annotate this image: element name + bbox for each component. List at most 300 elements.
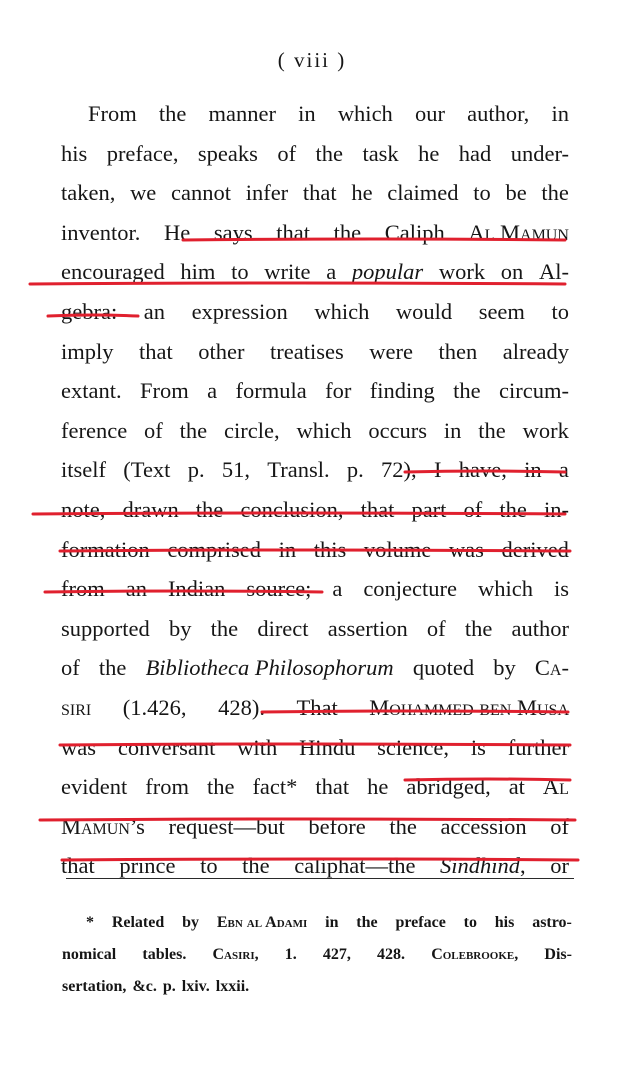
word-group <box>211 609 239 649</box>
small-caps-word: Ebn al Adami <box>216 914 308 931</box>
word: which <box>296 417 352 443</box>
word-group <box>464 490 483 530</box>
word: part <box>411 496 447 522</box>
word: 428). <box>218 694 265 720</box>
word: Al- <box>538 259 569 285</box>
word: volume <box>363 536 432 562</box>
word-group <box>363 569 457 609</box>
word-group <box>279 530 297 570</box>
text-line <box>61 648 569 688</box>
word-group <box>140 371 189 411</box>
word-group <box>61 371 122 411</box>
word: is <box>470 734 486 760</box>
word-group <box>465 609 493 649</box>
word: the <box>478 417 506 443</box>
word: which <box>314 298 370 324</box>
word: to <box>231 259 249 285</box>
word-group <box>196 490 224 530</box>
word: p. <box>346 457 364 483</box>
word-group <box>512 609 569 649</box>
word: abridged, <box>406 774 491 800</box>
word: he <box>351 180 373 206</box>
word: is <box>553 576 569 602</box>
word-group <box>364 530 432 570</box>
word-group <box>61 648 80 688</box>
text-line <box>61 450 569 490</box>
word-group <box>218 688 265 728</box>
text-line <box>61 490 569 530</box>
text-line <box>61 371 569 411</box>
word: circum- <box>498 378 569 404</box>
word-group <box>551 292 569 332</box>
word: his <box>494 914 515 931</box>
word: that <box>276 219 310 245</box>
word-group <box>61 292 117 332</box>
word-group <box>270 332 344 372</box>
word-group <box>478 411 506 451</box>
word: in <box>524 457 542 483</box>
word: in <box>278 536 297 562</box>
word: 51, <box>221 457 250 483</box>
word: that <box>315 774 350 800</box>
word: with <box>237 734 278 760</box>
word-group <box>61 490 105 530</box>
text-line <box>61 94 569 134</box>
word: formation <box>61 536 150 562</box>
word-group <box>237 728 277 768</box>
word: the <box>464 615 493 641</box>
word-group <box>368 411 427 451</box>
word-group <box>130 173 156 213</box>
text-line <box>61 530 569 570</box>
word: on <box>500 259 524 285</box>
word: seem <box>478 298 525 324</box>
word-group <box>449 530 484 570</box>
word-group <box>308 807 365 847</box>
footnote-line <box>62 907 572 939</box>
word: the <box>206 774 235 800</box>
word: p. <box>187 457 205 483</box>
word: extant. <box>61 378 122 404</box>
word-group <box>213 939 259 971</box>
word: of <box>463 496 483 522</box>
word: says <box>213 219 253 245</box>
word-group <box>118 728 215 768</box>
word: the <box>315 140 344 166</box>
word: That <box>296 694 338 720</box>
word-group <box>222 450 250 490</box>
word: tables. <box>142 946 187 963</box>
word-group <box>524 450 542 490</box>
word: (Text <box>123 457 171 483</box>
word: of <box>550 813 569 839</box>
word: was <box>448 536 484 562</box>
word: conversant <box>117 734 216 760</box>
word-group <box>139 332 173 372</box>
word-group <box>431 939 518 971</box>
word: would <box>395 298 453 324</box>
word: by <box>182 914 199 931</box>
word: the <box>179 417 208 443</box>
word-group <box>112 907 164 939</box>
word: formula <box>235 378 307 404</box>
word: already <box>502 338 569 364</box>
word: gebra: <box>61 298 118 324</box>
word: before <box>308 813 366 839</box>
word-group <box>503 332 569 372</box>
word-group <box>413 648 474 688</box>
word: caliphat—the <box>294 853 416 879</box>
word: quoted <box>412 655 475 681</box>
word-group <box>505 173 526 213</box>
word: him <box>180 259 216 285</box>
word: comprised <box>167 536 262 562</box>
italic-word: Bibliotheca Philosophorum <box>145 655 394 681</box>
word: evident <box>61 774 128 800</box>
word-group <box>198 134 258 174</box>
word-group <box>142 939 186 971</box>
word-group <box>200 846 218 886</box>
word: task <box>362 140 399 166</box>
word-group <box>214 213 253 253</box>
word-group <box>499 371 569 411</box>
word: source; <box>246 576 312 602</box>
body-text <box>61 94 569 886</box>
word: * <box>86 914 94 931</box>
word: for <box>325 378 352 404</box>
word-group <box>314 530 347 570</box>
word: then <box>438 338 478 364</box>
text-line <box>61 688 569 728</box>
word: , <box>520 853 526 879</box>
word-group <box>411 490 446 530</box>
word: cannot <box>171 180 231 206</box>
word-group <box>163 978 176 995</box>
small-caps-word: Al Mamun <box>468 219 569 245</box>
word: accession <box>440 813 527 839</box>
word-group <box>551 94 569 134</box>
footnote-line <box>62 971 572 1003</box>
word-group <box>146 648 394 688</box>
word-group <box>499 490 527 530</box>
word: or <box>550 853 569 879</box>
word-group <box>180 411 208 451</box>
small-caps-word: Casiri <box>212 946 255 963</box>
text-line <box>61 332 569 372</box>
word-group <box>61 688 91 728</box>
word: assertion <box>327 615 408 641</box>
word-group <box>377 728 449 768</box>
word-group <box>395 907 445 939</box>
word: a <box>326 259 337 285</box>
word: lxiv. <box>181 978 210 995</box>
word-group <box>285 939 297 971</box>
word: science, <box>377 734 450 760</box>
word-group <box>326 252 336 292</box>
word: speaks <box>197 140 258 166</box>
word-group <box>508 728 569 768</box>
word-group <box>325 371 351 411</box>
word-group <box>544 939 572 971</box>
footnote-rule <box>66 878 574 879</box>
word: in <box>443 417 462 443</box>
word: by <box>493 655 516 681</box>
word-group <box>323 939 351 971</box>
word-group <box>543 767 569 807</box>
word: Hindu <box>299 734 356 760</box>
small-caps-word: Mohammed ben Musa <box>369 694 569 720</box>
word: in <box>551 101 569 126</box>
word-group <box>464 907 477 939</box>
word-group <box>207 767 235 807</box>
word-group <box>352 252 423 292</box>
word-group <box>369 688 569 728</box>
word: 428. <box>377 946 406 963</box>
word-group <box>240 490 343 530</box>
word-group <box>332 569 342 609</box>
word-group <box>209 94 276 134</box>
text-line <box>61 807 569 847</box>
word-group <box>396 292 452 332</box>
word-group <box>86 907 94 939</box>
word-group <box>267 450 329 490</box>
word-group <box>511 134 569 174</box>
word-group <box>61 609 150 649</box>
word-group <box>328 609 408 649</box>
word-group <box>369 332 413 372</box>
word-group <box>362 134 398 174</box>
word: work <box>438 259 486 285</box>
word-group <box>61 252 165 292</box>
word: in <box>325 914 339 931</box>
word-group <box>415 94 445 134</box>
text-line <box>61 609 569 649</box>
word: in- <box>543 496 569 522</box>
word: this <box>313 536 347 562</box>
word: occurs <box>368 417 428 443</box>
word-group <box>479 292 525 332</box>
word-group <box>61 332 114 372</box>
word-group <box>434 450 442 490</box>
word: astro- <box>532 914 572 931</box>
word-group <box>180 252 215 292</box>
word-group <box>297 688 338 728</box>
word-group <box>61 530 150 570</box>
word: fact* <box>252 774 298 800</box>
small-caps-word: Colebrooke <box>431 946 515 963</box>
word-group <box>550 807 569 847</box>
text-line <box>61 213 569 253</box>
word-group <box>145 767 189 807</box>
word: request—but <box>168 813 285 839</box>
word-group <box>338 94 393 134</box>
word: treatises <box>270 338 344 364</box>
word-group <box>264 252 310 292</box>
word: p. <box>162 978 176 995</box>
word: lxxii. <box>215 978 250 995</box>
word-group <box>385 213 445 253</box>
word-group <box>356 907 377 939</box>
small-caps-word: siri <box>61 694 92 720</box>
word: in <box>298 101 316 126</box>
word-group <box>370 371 435 411</box>
word-group <box>231 252 249 292</box>
word: prince <box>119 853 176 879</box>
word: at <box>508 774 525 800</box>
word: , <box>254 946 259 963</box>
word-group <box>159 94 187 134</box>
word: Dis- <box>544 946 572 963</box>
word: had <box>458 140 492 166</box>
word-group <box>509 767 525 807</box>
word-group <box>61 173 115 213</box>
text-line <box>61 134 569 174</box>
word: manner <box>208 101 277 126</box>
word-group <box>316 134 344 174</box>
word-group <box>427 609 446 649</box>
word-group <box>539 252 569 292</box>
text-line <box>61 728 569 768</box>
text-line <box>61 252 569 292</box>
word-group <box>123 450 170 490</box>
small-caps-word: Ca- <box>534 655 569 681</box>
footnote-line <box>62 939 572 971</box>
word: conclusion, <box>240 496 344 522</box>
word-group <box>236 371 307 411</box>
word: from <box>61 576 105 602</box>
text-line <box>61 569 569 609</box>
word-group <box>501 252 524 292</box>
word: From <box>88 101 137 126</box>
word-group <box>495 907 515 939</box>
word: was <box>61 734 96 760</box>
word: to <box>473 180 491 206</box>
word-group <box>467 94 529 134</box>
text-line <box>61 767 569 807</box>
word: that <box>139 338 173 364</box>
word-group <box>217 907 307 939</box>
word: the <box>195 496 224 522</box>
word: finding <box>369 378 435 404</box>
word: itself <box>61 457 106 483</box>
word: From <box>139 378 189 404</box>
word-group <box>444 411 462 451</box>
word-group <box>61 846 95 886</box>
word: claimed <box>387 180 459 206</box>
word-group <box>471 728 486 768</box>
word: the <box>356 914 378 931</box>
word: He <box>164 219 191 245</box>
word-group <box>303 173 337 213</box>
small-caps-word: Al <box>542 774 569 800</box>
word-group <box>62 939 116 971</box>
word-group <box>439 332 478 372</box>
word: author, <box>467 101 530 126</box>
word: the <box>499 496 527 522</box>
word-group <box>544 490 569 530</box>
word: work <box>522 417 569 443</box>
word-group <box>169 807 285 847</box>
word: (1.426, <box>122 694 187 720</box>
word: conjecture <box>363 576 458 602</box>
word: sertation, <box>62 978 127 995</box>
word-group <box>501 530 568 570</box>
word: under- <box>510 140 569 166</box>
word-group <box>61 411 127 451</box>
word: write <box>264 259 311 285</box>
word-group <box>453 371 481 411</box>
word: that <box>360 496 395 522</box>
word-group <box>61 134 87 174</box>
word-group <box>314 292 369 332</box>
word: were <box>369 338 413 364</box>
word: by <box>168 615 192 641</box>
word-group <box>418 134 439 174</box>
word: , <box>514 946 519 963</box>
word-group <box>439 252 485 292</box>
word-group <box>224 411 280 451</box>
word-group <box>493 648 516 688</box>
word: have, <box>458 457 507 483</box>
word: the <box>98 655 127 681</box>
word-group <box>535 648 569 688</box>
word: taken, <box>61 180 116 206</box>
word-group <box>294 846 415 886</box>
word-group <box>387 173 458 213</box>
word-group <box>361 490 395 530</box>
word: circle, <box>224 417 280 443</box>
word: Related <box>111 914 165 931</box>
word: supported <box>61 615 150 641</box>
word: the <box>541 180 569 206</box>
word: Caliph <box>384 219 445 245</box>
word-group <box>468 213 569 253</box>
word-group <box>377 939 405 971</box>
word: nomical <box>62 946 117 963</box>
word-group <box>351 173 372 213</box>
word-group <box>298 94 316 134</box>
word-group <box>61 807 145 847</box>
word-group <box>541 173 569 213</box>
word: of <box>61 655 80 681</box>
word-group <box>126 569 147 609</box>
word-group <box>523 411 569 451</box>
word-group <box>559 450 569 490</box>
word: 1. <box>284 946 297 963</box>
word-group <box>132 978 156 995</box>
word: a <box>332 576 343 602</box>
word: preface <box>395 914 446 931</box>
word: the <box>242 853 270 879</box>
word-group <box>61 569 105 609</box>
word-group <box>168 569 225 609</box>
word-group <box>459 134 492 174</box>
word: to <box>463 914 477 931</box>
word-group <box>192 292 288 332</box>
word: that <box>302 180 337 206</box>
word-group <box>182 978 210 995</box>
word-group <box>315 767 349 807</box>
word: to <box>551 298 569 324</box>
word-group <box>296 411 351 451</box>
word-group <box>188 450 205 490</box>
word: author <box>511 615 569 641</box>
word: 427, <box>322 946 351 963</box>
word-group <box>389 807 417 847</box>
word: infer <box>245 180 289 206</box>
word: other <box>198 338 245 364</box>
word-group <box>171 173 231 213</box>
